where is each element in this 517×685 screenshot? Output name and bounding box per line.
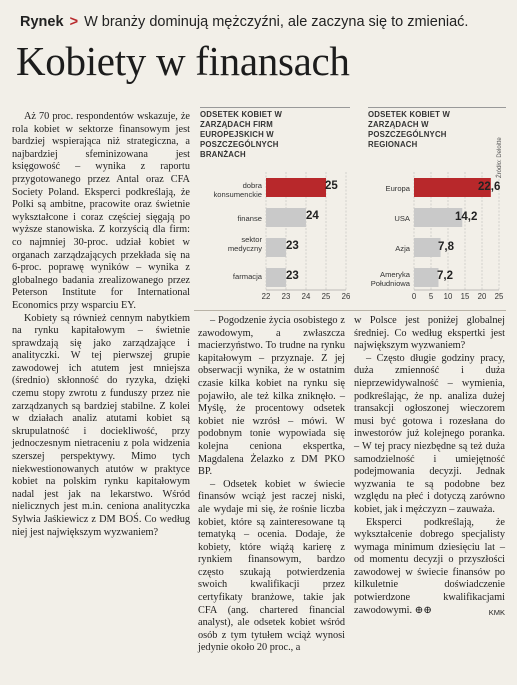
bar-ameryka-południowa bbox=[414, 268, 438, 287]
section-label: Rynek bbox=[20, 14, 64, 30]
value-label: 7,8 bbox=[438, 241, 454, 253]
bar-farmacja bbox=[266, 268, 286, 287]
x-tick-label: 0 bbox=[411, 292, 417, 301]
x-tick-label: 24 bbox=[301, 292, 311, 301]
chevron-right-icon: > bbox=[69, 14, 79, 30]
bar-sektor-medyczny bbox=[266, 238, 286, 257]
bar-dobra-konsumenckie bbox=[266, 178, 326, 197]
value-label: 7,2 bbox=[437, 270, 453, 282]
bar-label: USA bbox=[394, 214, 410, 223]
bar-label: Ameryka Południowa bbox=[370, 270, 410, 288]
bar-label: Europa bbox=[385, 184, 410, 193]
paragraph bbox=[354, 517, 505, 618]
bar-azja bbox=[414, 238, 441, 257]
value-label: 14,2 bbox=[455, 211, 478, 223]
x-tick-label: 25 bbox=[321, 292, 331, 301]
bar-label: sektor medyczny bbox=[227, 235, 262, 253]
byline: KMK bbox=[488, 607, 505, 617]
value-label: 22,6 bbox=[478, 181, 501, 193]
bar-label: finanse bbox=[237, 214, 262, 223]
headline: Kobiety w finansach bbox=[16, 38, 350, 84]
paragraph-text: Eksperci podkreślają, że wykształcenie dobrego specjalisty wymaga minimum dziesięciu lat – od momentu decyzji o przyszłości zawodowej w świecie finansów po kilkuletnie doświadczenie potwierdzone kwalifikacjami zawodowymi. ⊕⊕ bbox=[354, 516, 505, 616]
bar-label: farmacja bbox=[232, 272, 262, 281]
paragraph: w Polsce jest poniżej globalnej średniej. Co według ekspertki jest największym wyzwaniem? bbox=[354, 315, 505, 352]
x-tick-label: 26 bbox=[341, 292, 351, 301]
paragraph: – Często długie godziny pracy, duża zmienność i duża nieprzewidywalność – wymienia, podkreślając, że np. analiza dużej transakcji ogłoszonej wieczorem musi być gotowa i rozesłana do inwestorów już kolejnego poranka. – W tej pracy niezbędne są też duża samodzielność i umiejętność podejmowania decyzji. Jednak wyzwania te są podobne bez względu na płeć i dotyczą zarówno kobiet, jak i mężczyzn – zauważa. bbox=[354, 352, 505, 515]
article-column-2 bbox=[198, 315, 345, 655]
x-tick-label: 10 bbox=[443, 292, 453, 301]
x-tick-label: 22 bbox=[261, 292, 271, 301]
paragraph: Aż 70 proc. respondentów wskazuje, że rola kobiet w sektorze finansowym jest bardziej wspierająca niż strategiczna, a najbardziej sfeminizowana jest księgowość – wynika z raportu przygotowanego przez Antal oraz CFA Society Poland. Eksperci podkreślają, że Polki są ambitne, pracowite oraz świetnie wykształcone i coraz częściej sięgają po wyższe stanowiska. Z korzyścią dla firm: co najmniej 30-proc. udział kobiet w organach zarządzających przekłada się na 6-proc. poprawę wyników – wynika z globalnego badania zrealizowanego przez Peterson Institute for International Economics przy wsparciu EY. bbox=[12, 111, 190, 311]
x-tick-label: 5 bbox=[428, 292, 434, 301]
chart-title: ODSETEK KOBIET W ZARZĄDACH W POSZCZEGÓLNYCH REGIONACH bbox=[368, 110, 451, 149]
chart-plot bbox=[200, 110, 350, 300]
article-column-3 bbox=[354, 315, 505, 619]
section-divider bbox=[194, 310, 506, 311]
value-label: 23 bbox=[286, 240, 299, 252]
x-tick-label: 25 bbox=[494, 292, 504, 301]
value-label: 24 bbox=[306, 210, 319, 222]
x-tick-label: 23 bbox=[281, 292, 291, 301]
bar-label: dobra konsumenckie bbox=[213, 181, 262, 199]
chart-source: Źródło: Deloitte bbox=[497, 137, 503, 178]
value-label: 23 bbox=[286, 270, 299, 282]
chart-top-rule bbox=[368, 107, 506, 108]
article-column-1 bbox=[12, 111, 190, 539]
chart-industries bbox=[200, 110, 350, 300]
x-tick-label: 15 bbox=[460, 292, 470, 301]
paragraph: Kobiety są również cennym nabytkiem na rynku kapitałowym – świetnie sprawdzają się jako zarządzające i analityczki. W tej pierwszej grupie zawodowej ich atutem jest mniejsza (średnio) skłonność do ryzyka, dzięki czemu stopy zwrotu z funduszy przez nie zarządzanych są bardziej stabilne. Z kolei w działach analiz atutami kobiet są skrupulatność i dociekliwość, przy jednoczesnym nietraceniu z pola widzenia szerszej perspektywy. Mimo tych niekwestionowanych atutów w praktyce kobiet na polskim rynku kapitałowym nadal jest jak na lekarstwo. Wśród nielicznych jest m.in. ceniona analityczka Sylwia Jaśkiewicz z DM BOŚ. Co według niej jest największym wyzwaniem? bbox=[12, 312, 190, 538]
kicker bbox=[20, 14, 510, 30]
chart-title: ODSETEK KOBIET W ZARZĄDACH FIRM EUROPEJSKICH W POSZCZEGÓLNYCH BRANŻACH bbox=[200, 110, 283, 159]
chart-top-rule bbox=[200, 107, 350, 108]
dek: W branży dominują mężczyźni, ale zaczyna się to zmieniać. bbox=[84, 14, 469, 30]
x-tick-label: 20 bbox=[477, 292, 487, 301]
bar-label: Azja bbox=[395, 244, 410, 253]
paragraph: – Odsetek kobiet w świecie finansów wciąż jest raczej niski, ale wydaje mi się, że rośnie liczba kobiet, które są zainteresowane tą tematyką – ocenia. Dodaje, że kobiety, które wiążą karierę z rynkiem finansowym, bardzo często szukają potwierdzenia swoich kwalifikacji przez certyfikaty branżowe, takie jak CFA (ang. chartered financial analyst), ale odsetek kobiet wśród osób z tym tytułem wciąż wynosi jedynie około 20 proc., a bbox=[198, 478, 345, 654]
chart-regions bbox=[368, 110, 506, 300]
value-label: 25 bbox=[325, 180, 338, 192]
bar-finanse bbox=[266, 208, 306, 227]
paragraph: – Pogodzenie życia osobistego z zawodowym, a zwłaszcza macierzyństwo. To trudne na rynku kapitałowym – przyznaje. Z jej obserwacji wynika, że w ostatnim czasie kilka kobiet na rynku się pojawiło, ale też kilka zniknęło. – Myślę, że procentowy odsetek kobiet nie wzrósł – mówi. W podobnym tonie wypowiada się kolejna ceniona ekspertka, Magdalena Żelazko z DM PKO BP. bbox=[198, 315, 345, 478]
